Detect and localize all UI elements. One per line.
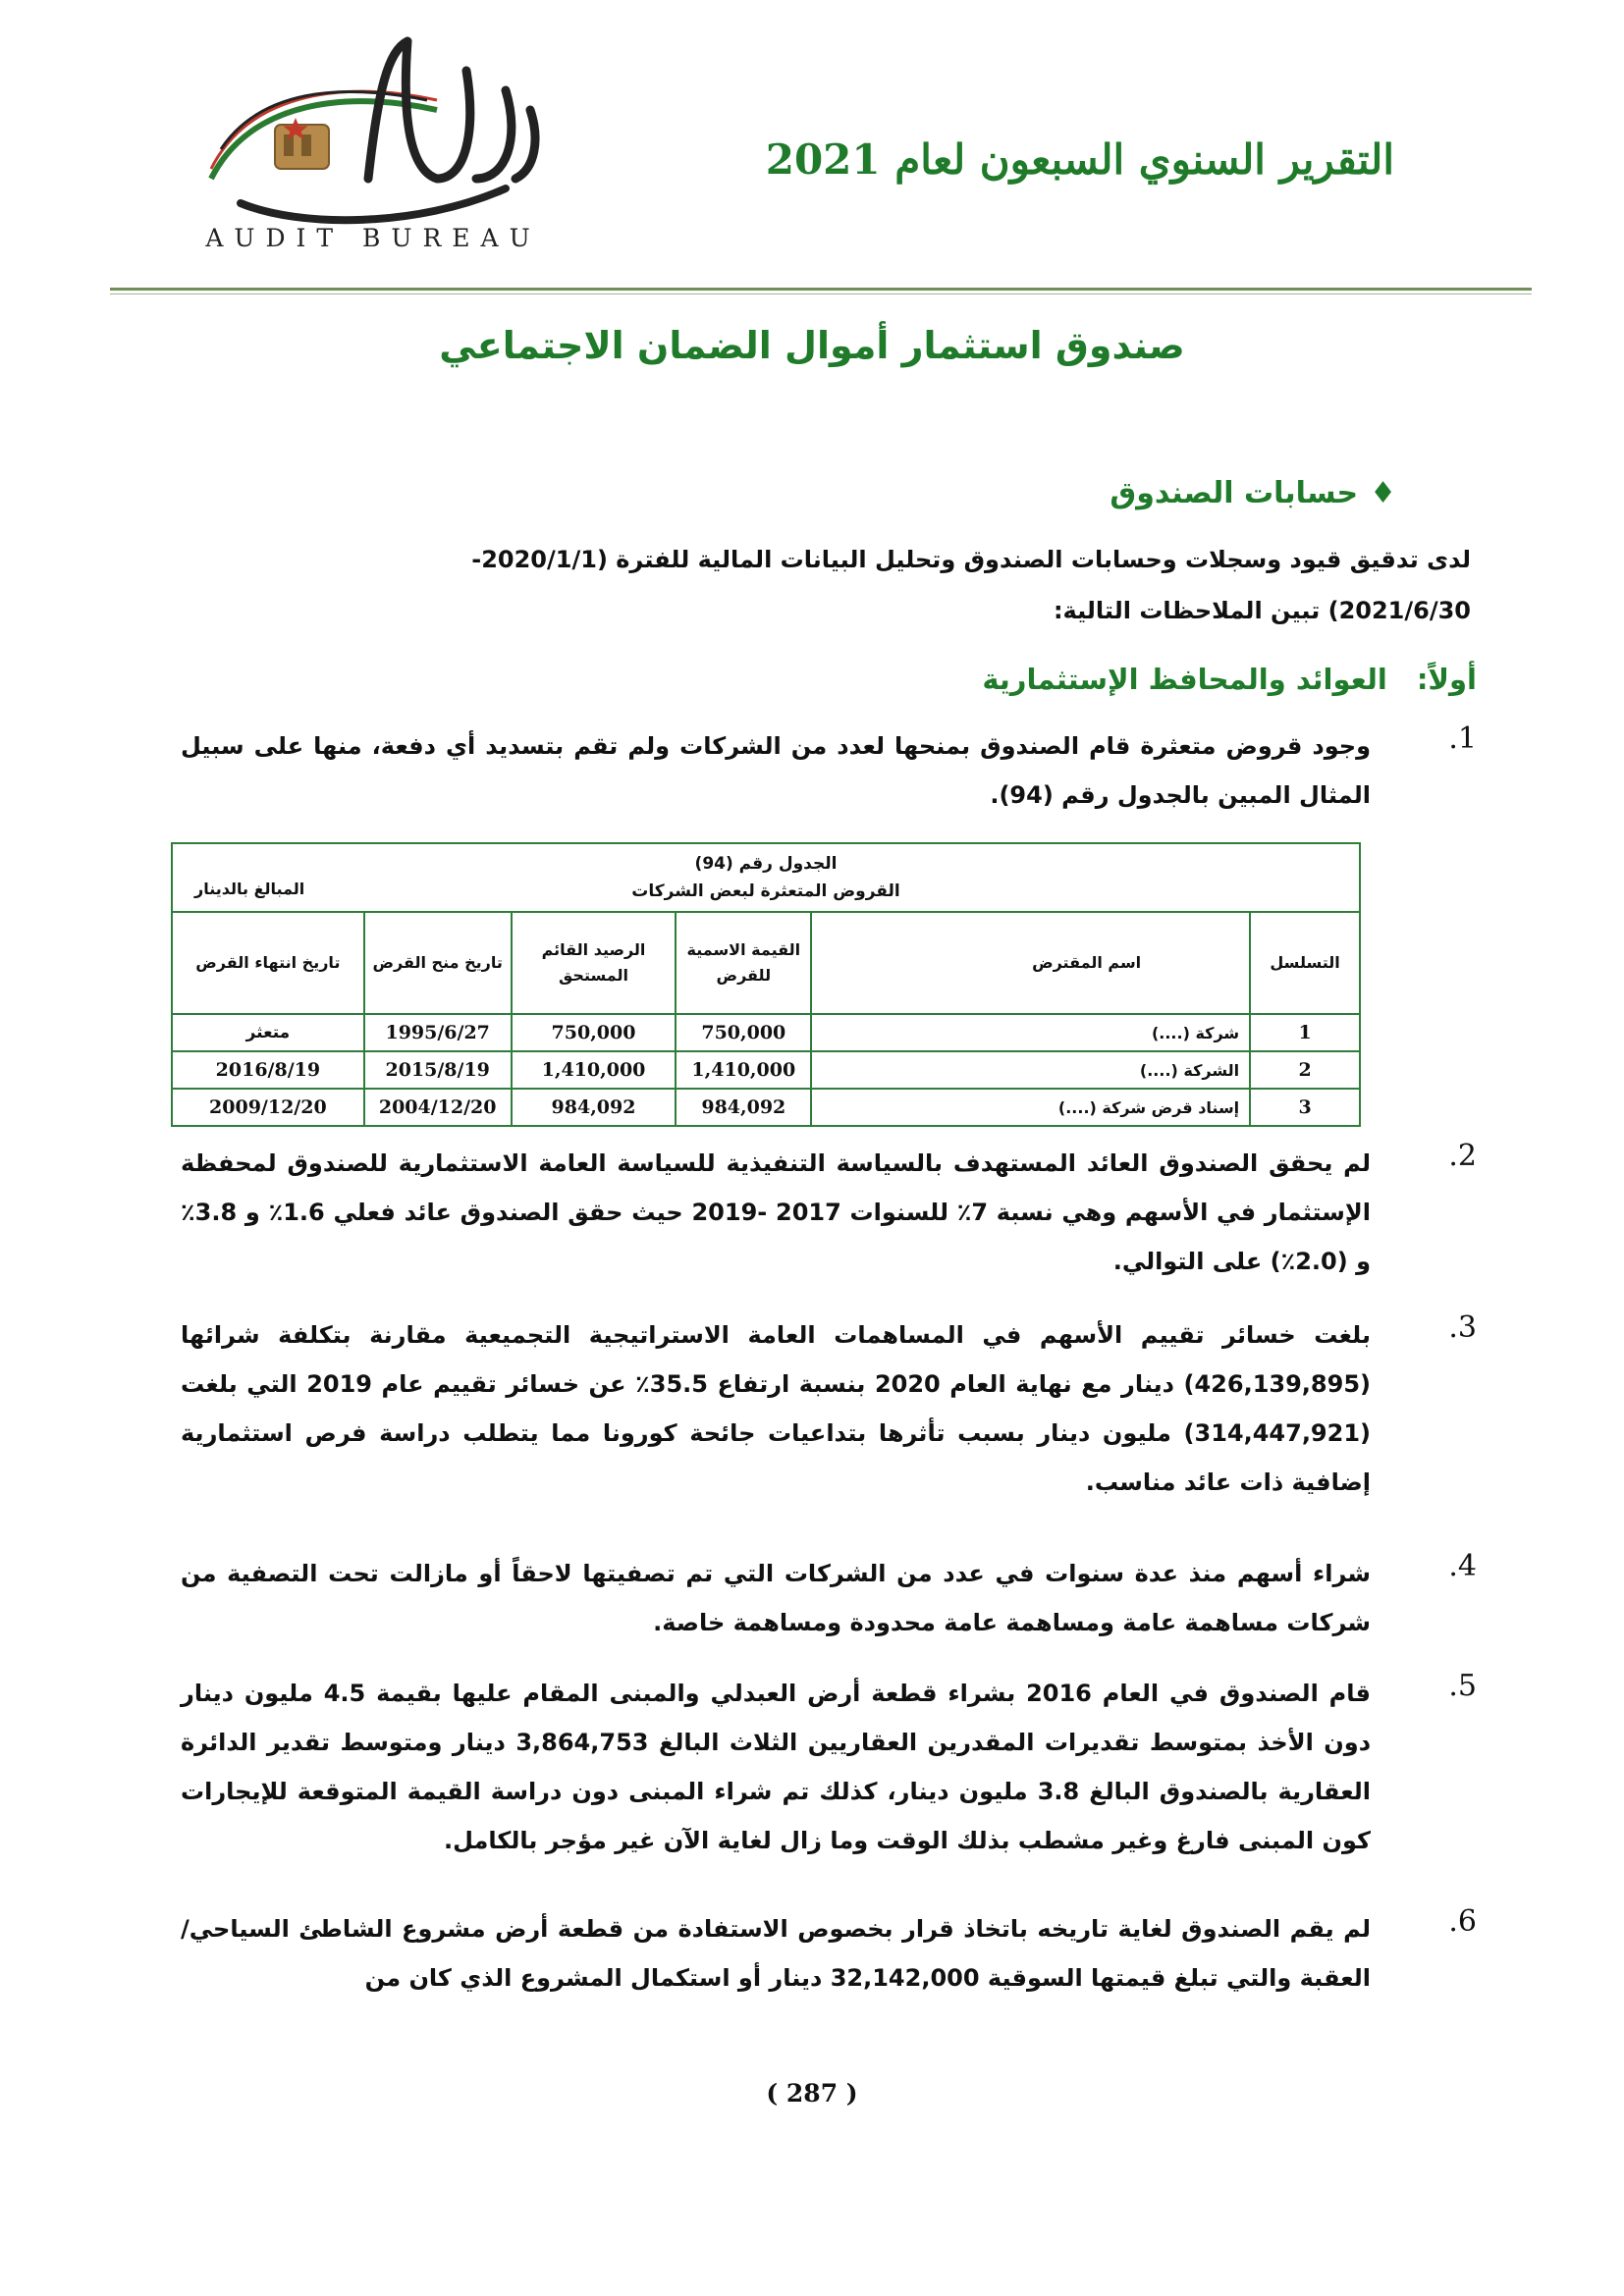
- item-number: 4.: [1448, 1549, 1477, 1583]
- cell-serial: 3: [1250, 1089, 1360, 1126]
- intro-line-1: لدى تدقيق قيود وسجلات وحسابات الصندوق وتحليل البيانات المالية للفترة (2020/1/1-: [471, 546, 1471, 573]
- cell-balance: 1,410,000: [512, 1051, 677, 1089]
- cell-grant-date: 2015/8/19: [364, 1051, 512, 1089]
- cell-nominal: 984,092: [676, 1089, 811, 1126]
- section-heading: [1110, 476, 1396, 510]
- item-text: شراء أسهم منذ عدة سنوات في عدد من الشركات التي تم تصفيتها لاحقاً أو مازالت تحت التصفية من شركات مساهمة عامة ومساهمة عامة محدودة ومساهمة خاصة.: [181, 1560, 1371, 1636]
- page-number: ( 287 ): [766, 2079, 858, 2108]
- header-grant-date: تاريخ منح القرض: [364, 912, 512, 1014]
- intro-line-2: 2021/6/30) تبين الملاحظات التالية:: [1053, 597, 1471, 624]
- logo-text: AUDIT BUREAU: [205, 224, 541, 252]
- item-text: قام الصندوق في العام 2016 بشراء قطعة أرض العبدلي والمبنى المقام عليها بقيمة 4.5 مليون دينار دون الأخذ بمتوسط تقديرات المقدرين العقاريين الثلاث البالغ 3,864,753 دينار ومتوسط تقدير الدائرة العقارية بالصندوق البالغ 3.8 مليون دينار، كذلك تم شراء المبنى دون دراسة القيمة المتوقعة للإيجارات كون المبنى فارغ وغير مشطب بذلك الوقت وما زال لغاية الآن غير مؤجر بالكامل.: [181, 1680, 1372, 1854]
- header-rule: [110, 288, 1532, 291]
- cell-end-date: متعثر: [172, 1014, 364, 1051]
- table-row: [172, 1014, 1360, 1051]
- item-number: 3.: [1448, 1310, 1477, 1345]
- header-serial: التسلسل: [1250, 912, 1360, 1014]
- table-caption: [173, 850, 1359, 905]
- cell-grant-date: 2004/12/20: [364, 1089, 512, 1126]
- cell-end-date: 2009/12/20: [172, 1089, 364, 1126]
- table-caption-number: الجدول رقم (94): [694, 854, 838, 874]
- loans-table: [171, 911, 1361, 1127]
- item-number: 2.: [1448, 1139, 1477, 1173]
- table-header-row: [172, 912, 1360, 1014]
- table-caption-title: القروض المتعثرة لبعض الشركات: [631, 881, 900, 901]
- loans-table-box: [171, 842, 1361, 1127]
- cell-serial: 2: [1250, 1051, 1360, 1089]
- subheading-label: أولاً:: [1416, 663, 1477, 696]
- item-number: 5.: [1448, 1669, 1477, 1703]
- cell-nominal: 1,410,000: [676, 1051, 811, 1089]
- item-text: لم يحقق الصندوق العائد المستهدف بالسياسة التنفيذية للسياسة العامة الاستثمارية للصندوق لمحفظة الإستثمار في الأسهم وهي نسبة 7٪ للسنوات 2017 -2019 حيث حقق الصندوق عائد فعلي 1.6٪ و 3.8٪ و (2.0٪) على التوالي.: [181, 1149, 1371, 1275]
- cell-serial: 1: [1250, 1014, 1360, 1051]
- page-title: صندوق استثمار أموال الضمان الاجتماعي: [439, 324, 1185, 367]
- table-unit: المبالغ بالدينار: [194, 880, 305, 898]
- item-text: لم يقم الصندوق لغاية تاريخه باتخاذ قرار بخصوص الاستفادة من قطعة أرض مشروع الشاطئ السياحي/ العقبة والتي تبلغ قيمتها السوقية 32,142,000 دينار أو استكمال المشروع الذي كان من: [181, 1915, 1371, 1992]
- section-heading-text: حسابات الصندوق: [1110, 476, 1359, 510]
- cell-borrower: شركة (....): [811, 1014, 1250, 1051]
- table-row: [172, 1089, 1360, 1126]
- cell-balance: 984,092: [512, 1089, 677, 1126]
- item-number: 1.: [1448, 721, 1477, 756]
- subheading: [982, 663, 1477, 696]
- header-borrower: اسم المقترض: [811, 912, 1250, 1014]
- header-end-date: تاريخ انتهاء القرض: [172, 912, 364, 1014]
- diamond-bullet-icon: ♦: [1370, 476, 1396, 510]
- item-number: 6.: [1448, 1904, 1477, 1939]
- cell-grant-date: 1995/6/27: [364, 1014, 512, 1051]
- cell-end-date: 2016/8/19: [172, 1051, 364, 1089]
- report-title: التقرير السنوي السبعون لعام 2021: [765, 135, 1394, 184]
- cell-nominal: 750,000: [676, 1014, 811, 1051]
- subheading-text: العوائد والمحافظ الإستثمارية: [982, 663, 1387, 696]
- header-balance: الرصيد القائم المستحق: [512, 912, 677, 1014]
- item-text: بلغت خسائر تقييم الأسهم في المساهمات العامة الاستراتيجية التجميعية مقارنة بتكلفة شرائها (426,139,895) دينار مع نهاية العام 2020 بنسبة ارتفاع 35.5٪ عن خسائر تقييم عام 2019 التي بلغت (314,447,921) مليون دينار بسبب تأثرها بتداعيات جائحة كورونا مما يتطلب دراسة فرص استثمارية إضافية ذات عائد مناسب.: [181, 1321, 1371, 1496]
- cell-borrower: الشركة (....): [811, 1051, 1250, 1089]
- cell-balance: 750,000: [512, 1014, 677, 1051]
- header-nominal: القيمة الاسمية للقرض: [676, 912, 811, 1014]
- item-text: وجود قروض متعثرة قام الصندوق بمنحها لعدد من الشركات ولم تقم بتسديد أي دفعة، منها على سبيل المثال المبين بالجدول رقم (94).: [181, 732, 1371, 809]
- cell-borrower: إسناد قرض شركة (....): [811, 1089, 1250, 1126]
- table-row: [172, 1051, 1360, 1089]
